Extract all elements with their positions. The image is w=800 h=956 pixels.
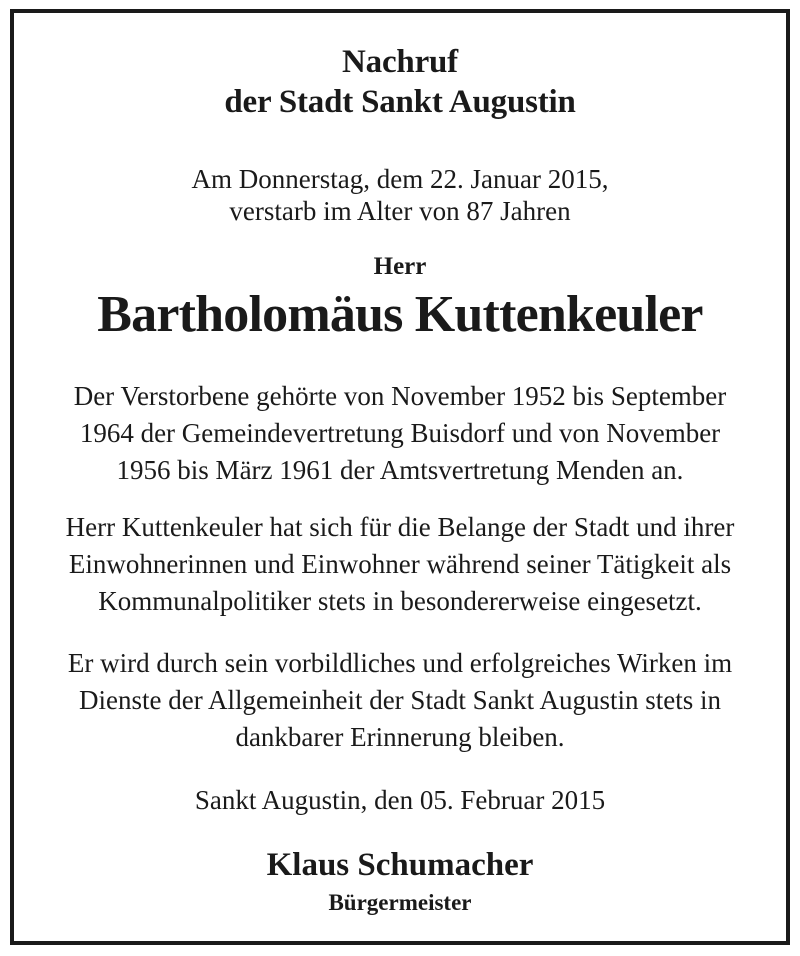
place-and-date: Sankt Augustin, den 05. Februar 2015 — [194, 785, 606, 815]
death-age-line: verstarb im Alter von 87 Jahren — [229, 196, 571, 226]
obituary-header — [0, 42, 800, 122]
paragraph-service-record — [30, 378, 770, 489]
signer-name: Klaus Schumacher — [266, 847, 534, 883]
header-title: Nachruf — [342, 44, 458, 80]
paragraph-line: 1964 der Gemeindevertretung Buisdorf und von November — [79, 418, 721, 448]
paragraph-line: Der Verstorbene gehörte von November 1952 bis September — [73, 381, 727, 411]
header-issuer: der Stadt Sankt Augustin — [224, 84, 576, 120]
deceased-name: Bartholomäus Kuttenkeuler — [97, 286, 703, 343]
paragraph-line: Er wird durch sein vorbildliches und erfolgreiches Wirken im — [67, 648, 733, 678]
paragraph-line: 1956 bis März 1961 der Amtsvertretung Menden an. — [116, 455, 684, 485]
paragraph-line: Herr Kuttenkeuler hat sich für die Belange der Stadt und ihrer — [65, 512, 735, 542]
deceased-salutation: Herr — [373, 253, 427, 280]
paragraph-line: Einwohnerinnen und Einwohner während seiner Tätigkeit als — [68, 549, 732, 579]
paragraph-line: Dienste der Allgemeinheit der Stadt Sankt Augustin stets in — [79, 685, 721, 715]
death-date-line: Am Donnerstag, dem 22. Januar 2015, — [191, 164, 609, 194]
paragraph-dedication — [30, 509, 770, 620]
paragraph-line: Kommunalpolitiker stets in besondererweise eingesetzt. — [98, 586, 702, 616]
death-notice — [0, 163, 800, 227]
paragraph-remembrance — [30, 645, 770, 756]
paragraph-line: dankbarer Erinnerung bleiben. — [235, 722, 565, 752]
signer-title: Bürgermeister — [328, 890, 472, 915]
